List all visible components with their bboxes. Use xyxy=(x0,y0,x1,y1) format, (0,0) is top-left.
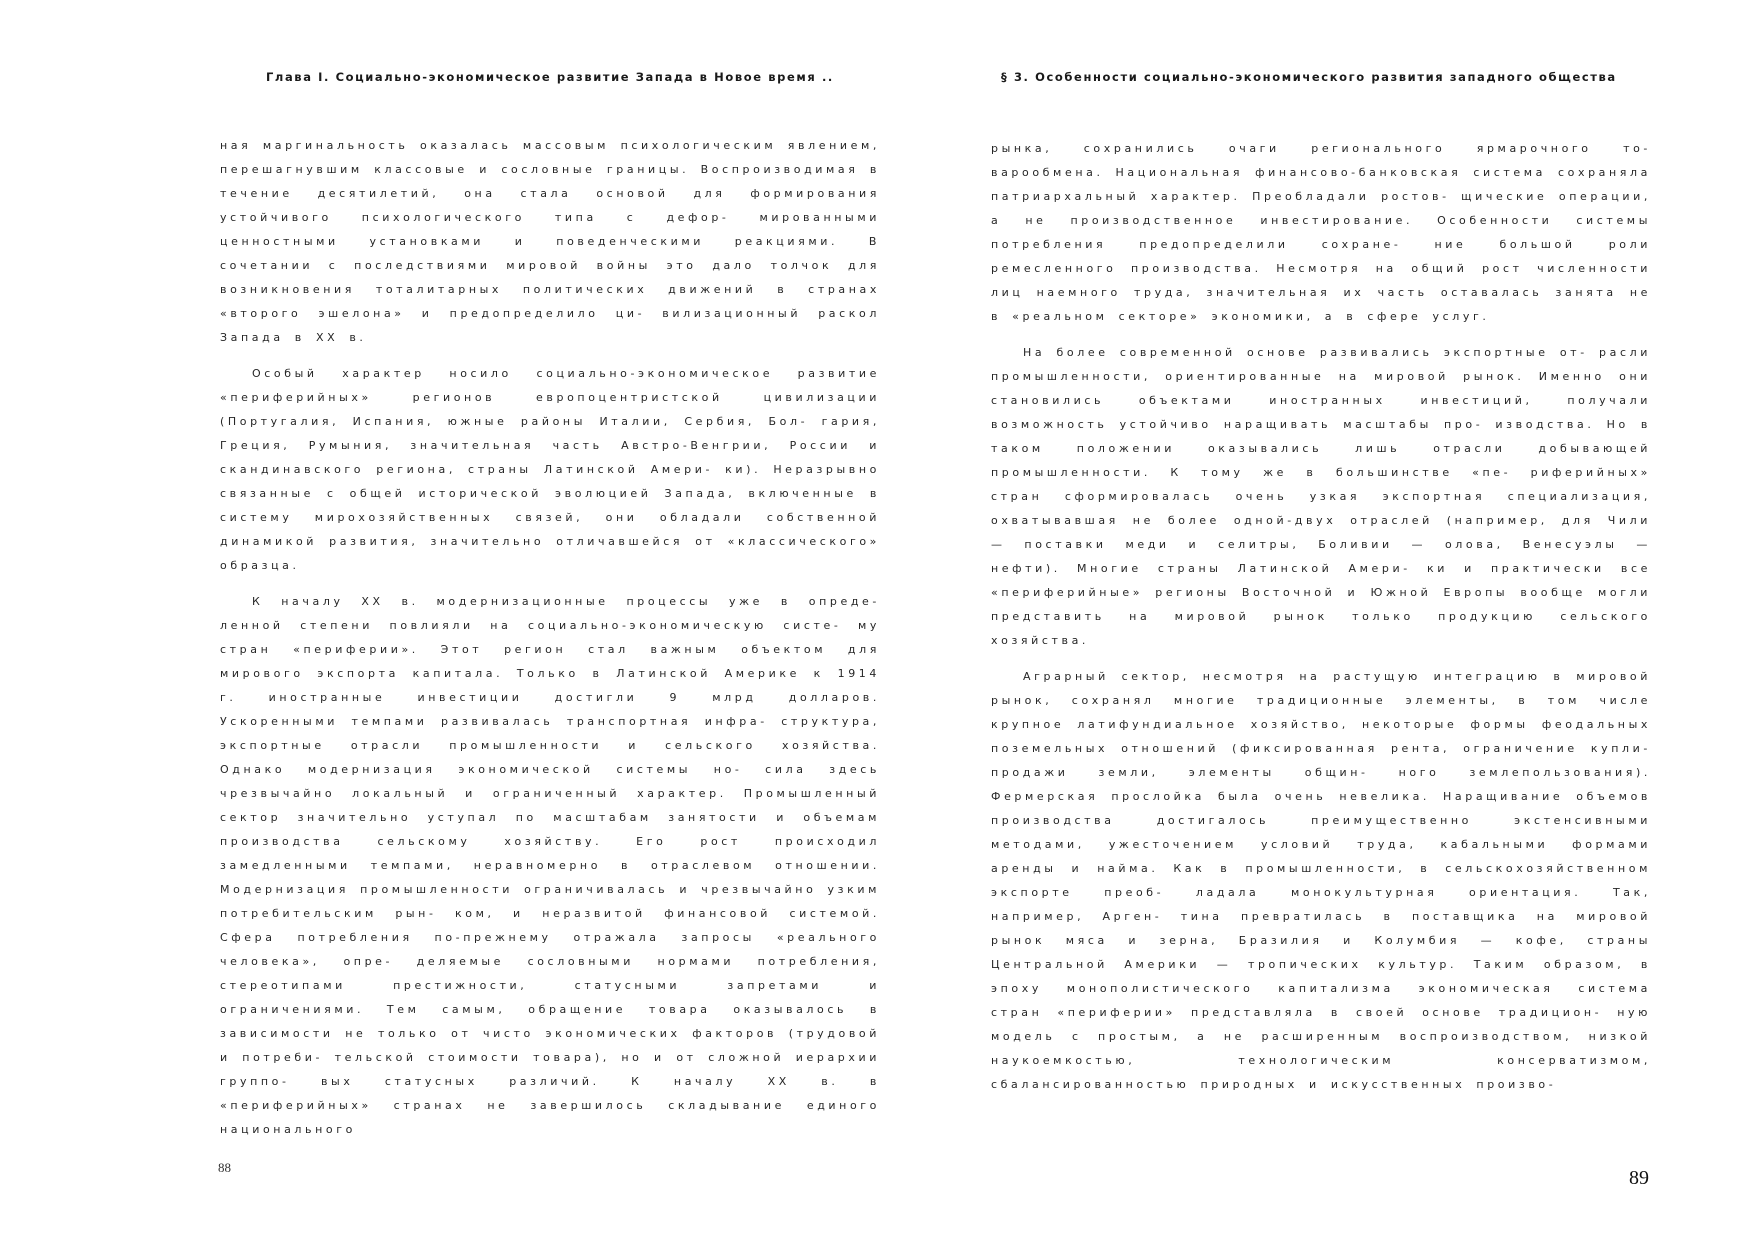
right-paragraph-1: рынка, сохранились очаги регионального ярмарочного то-варообмена. Национальная финансово-банковская система сохраняла патриархальный характер. Преобладали ростов- щические операции, а не производственное инвестирование. Особенности системы потребления предопределили сохране- ние большой роли ремесленного производства. Несмотря на общий рост численности лиц наемного труда, значительная их часть оставалась занята не в «реальном секторе» экономики, а в сфере услуг. xyxy=(991,142,1651,323)
left-page-number: 88 xyxy=(218,1160,231,1175)
left-paragraph-3: К началу XX в. модернизационные процессы уже в опреде- ленной степени повлияли на социально-экономическую систе- му стран «периферии». Этот регион стал важным объектом для мирового экспорта капитала. Только в Латинской Америке к 1914 г. иностранные инвестиции достигли 9 млрд долларов. Ускоренными темпами развивалась транспортная инфра- структура, экспортные отрасли промышленности и сельского хозяйства. Однако модернизация экономической системы но- сила здесь чрезвычайно локальный и ограниченный характер. Промышленный сектор значительно уступал по масштабам занятости и объемам производства сельскому хозяйству. Его рост происходил замедленными темпами, неравномерно в отраслевом отношении. Модернизация промышленности ограничивалась и чрезвычайно узким потребительским рын- ком, и неразвитой финансовой системой. Сфера потребления по-прежнему отражала запросы «реального человека», опре- деляемые сословными нормами потребления, стереотипами престижности, статусными запретами и ограничениями. Тем самым, обращение товара оказывалось в зависимости не только от чисто экономических факторов (трудовой и потреби- тельской стоимости товара), но и от сложной иерархии группо- вых статусных различий. К началу XX в. в «периферийных» странах не завершилось складывание единого национального xyxy=(220,595,880,1136)
left-body-text xyxy=(220,134,880,1154)
right-page xyxy=(877,0,1754,1239)
right-running-head: § 3. Особенности социально-экономического развития западного общества xyxy=(1001,70,1617,84)
right-page-number: 89 xyxy=(1629,1167,1649,1189)
right-paragraph-2: На более современной основе развивались экспортные от- расли промышленности, ориентированные на мировой рынок. Именно они становились объектами иностранных инвестиций, получали возможность устойчиво наращивать масштабы про- изводства. Но в таком положении оказывались лишь отрасли добывающей промышленности. К тому же в большинстве «пе- риферийных» стран сформировалась очень узкая экспортная специализация, охватывавшая не более одной-двух отраслей (например, для Чили — поставки меди и селитры, Боливии — олова, Венесуэлы — нефти). Многие страны Латинской Амери- ки и практически все «периферийные» регионы Восточной и Южной Европы вообще могли представить на мировой рынок только продукцию сельского хозяйства. xyxy=(991,346,1651,647)
left-paragraph-1: ная маргинальность оказалась массовым психологическим явлением, перешагнувшим классовые и сословные границы. Воспроизводимая в течение десятилетий, она стала основой для формирования устойчивого психологического типа с дефор- мированными ценностными установками и поведенческими реакциями. В сочетании с последствиями мировой войны это дало толчок для возникновения тоталитарных политических движений в странах «второго эшелона» и предопределило ци- вилизационный раскол Запада в XX в. xyxy=(220,139,880,344)
left-running-head: Глава I. Социально-экономическое развитие Запада в Новое время .. xyxy=(266,70,834,84)
left-paragraph-2: Особый характер носило социально-экономическое развитие «периферийных» регионов европоцентристской цивилизации (Португалия, Испания, южные районы Италии, Сербия, Бол- гария, Греция, Румыния, значительная часть Австро-Венгрии, России и скандинавского региона, страны Латинской Амери- ки). Неразрывно связанные с общей исторической эволюцией Запада, включенные в систему мирохозяйственных связей, они обладали собственной динамикой развития, значительно отличавшейся от «классического» образца. xyxy=(220,367,880,572)
right-body-text xyxy=(991,137,1651,1109)
right-paragraph-3: Аграрный сектор, несмотря на растущую интеграцию в мировой рынок, сохранял многие традиционные элементы, в том числе крупное латифундиальное хозяйство, некоторые формы феодальных поземельных отношений (фиксированная рента, ограничение купли-продажи земли, элементы общин- ного землепользования). Фермерская прослойка была очень невелика. Наращивание объемов производства достигалось преимущественно экстенсивными методами, ужесточением условий труда, кабальными формами аренды и найма. Как в промышленности, в сельскохозяйственном экспорте преоб- ладала монокультурная ориентация. Так, например, Арген- тина превратилась в поставщика на мировой рынок мяса и зерна, Бразилия и Колумбия — кофе, страны Центральной Америки — тропических культур. Таким образом, в эпоху монополистического капитализма экономическая система стран «периферии» представляла в своей основе традицион- ную модель с простым, а не расширенным воспроизводством, низкой наукоемкостью, технологическим консерватизмом, сбалансированностью природных и искусственных произво- xyxy=(991,670,1651,1091)
